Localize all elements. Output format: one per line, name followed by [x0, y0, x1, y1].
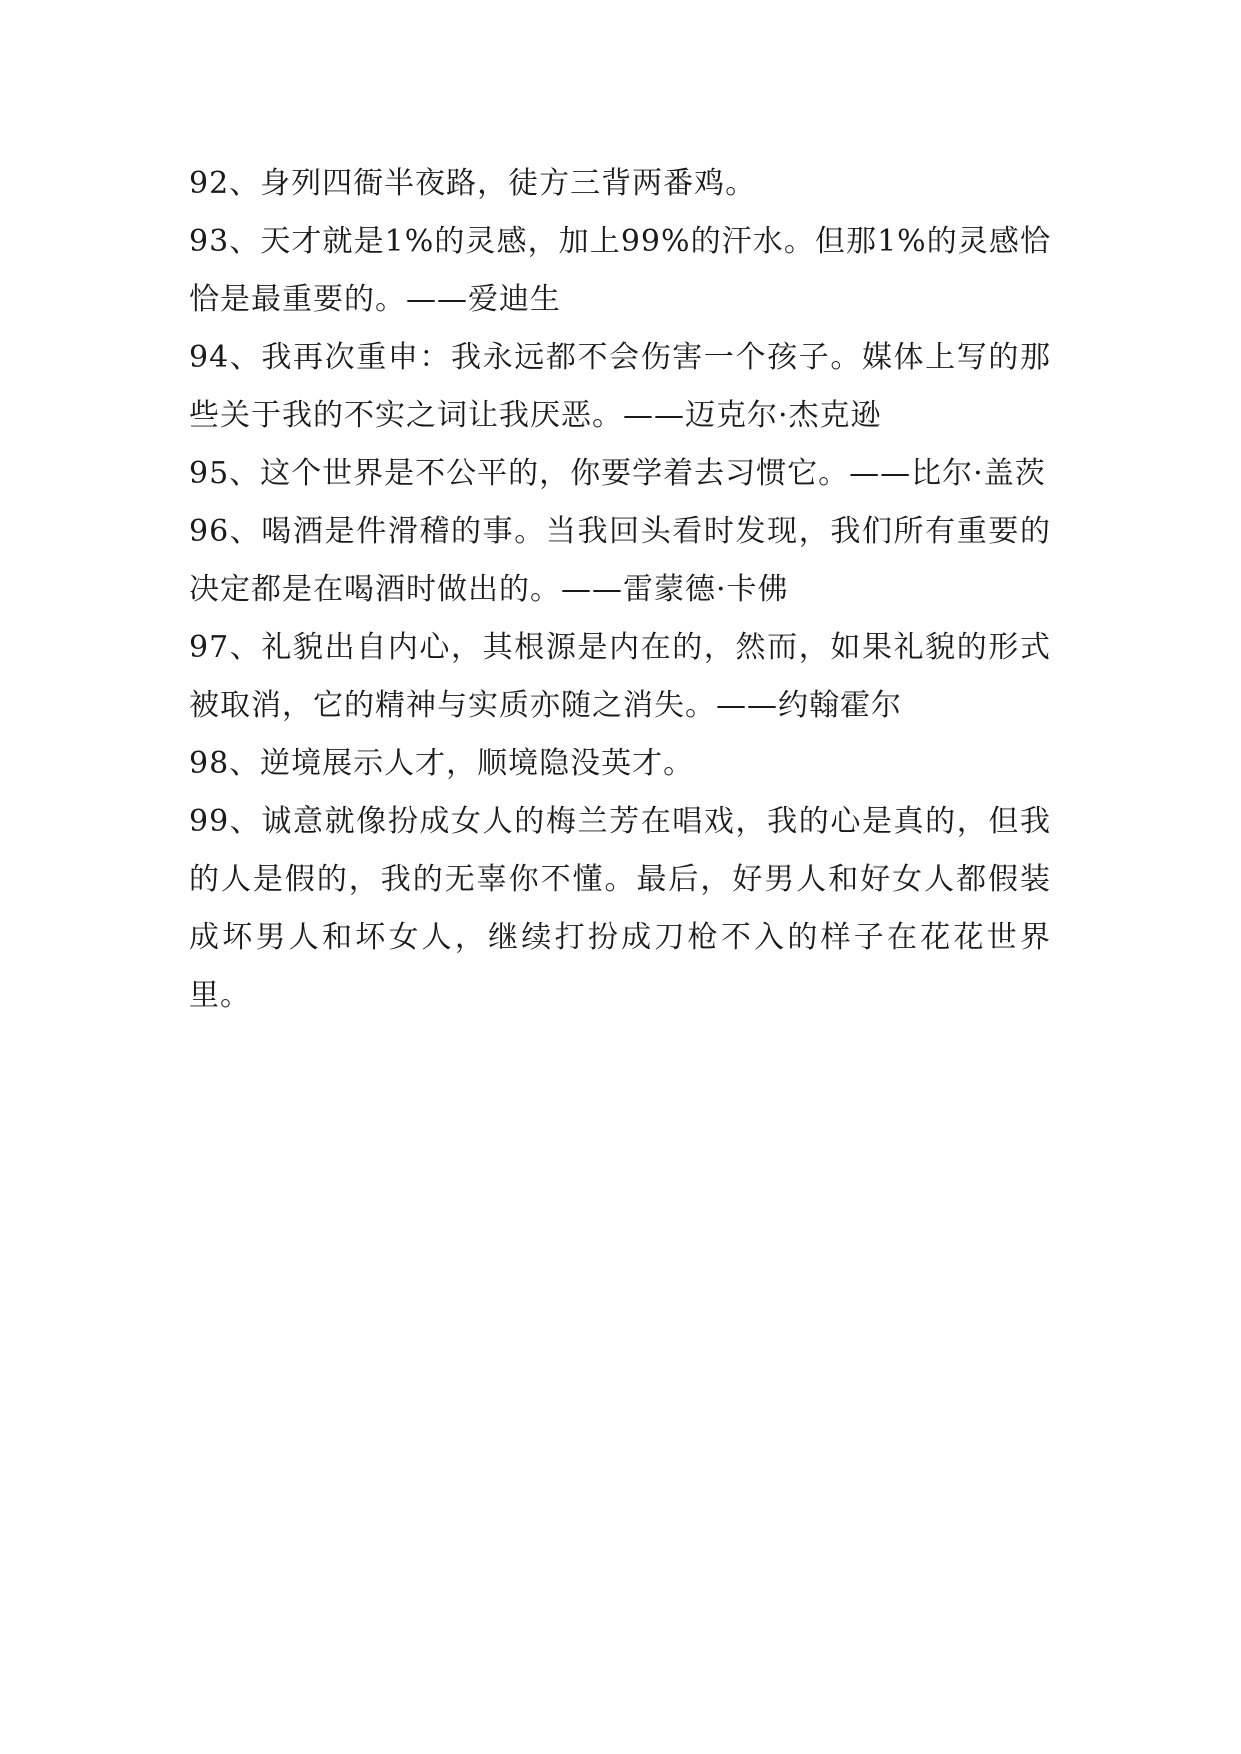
quote-95: 95、这个世界是不公平的，你要学着去习惯它。——比尔·盖茨 — [189, 456, 1046, 491]
quote-92: 92、身列四衙半夜路，徒方三背两番鸡。 — [189, 166, 757, 201]
quote-93: 93、天才就是1%的灵感，加上99%的汗水。但那1%的灵感恰恰是最重要的。——爱迪生 — [189, 224, 1051, 317]
quote-96: 96、喝酒是件滑稽的事。当我回头看时发现，我们所有重要的决定都是在喝酒时做出的。——雷蒙德·卡佛 — [189, 514, 1051, 607]
quote-94: 94、我再次重申：我永远都不会伤害一个孩子。媒体上写的那些关于我的不实之词让我厌恶。——迈克尔·杰克逊 — [189, 340, 1051, 433]
quote-97: 97、礼貌出自内心，其根源是内在的，然而，如果礼貌的形式被取消，它的精神与实质亦随之消失。——约翰霍尔 — [189, 630, 1051, 723]
quote-99: 99、诚意就像扮成女人的梅兰芳在唱戏，我的心是真的，但我的人是假的，我的无辜你不懂。最后，好男人和好女人都假装成坏男人和坏女人，继续打扮成刀枪不入的样子在花花世界里。 — [189, 804, 1051, 1013]
document-body — [189, 155, 1051, 1025]
quote-98: 98、逆境展示人才，顺境隐没英才。 — [189, 746, 695, 781]
